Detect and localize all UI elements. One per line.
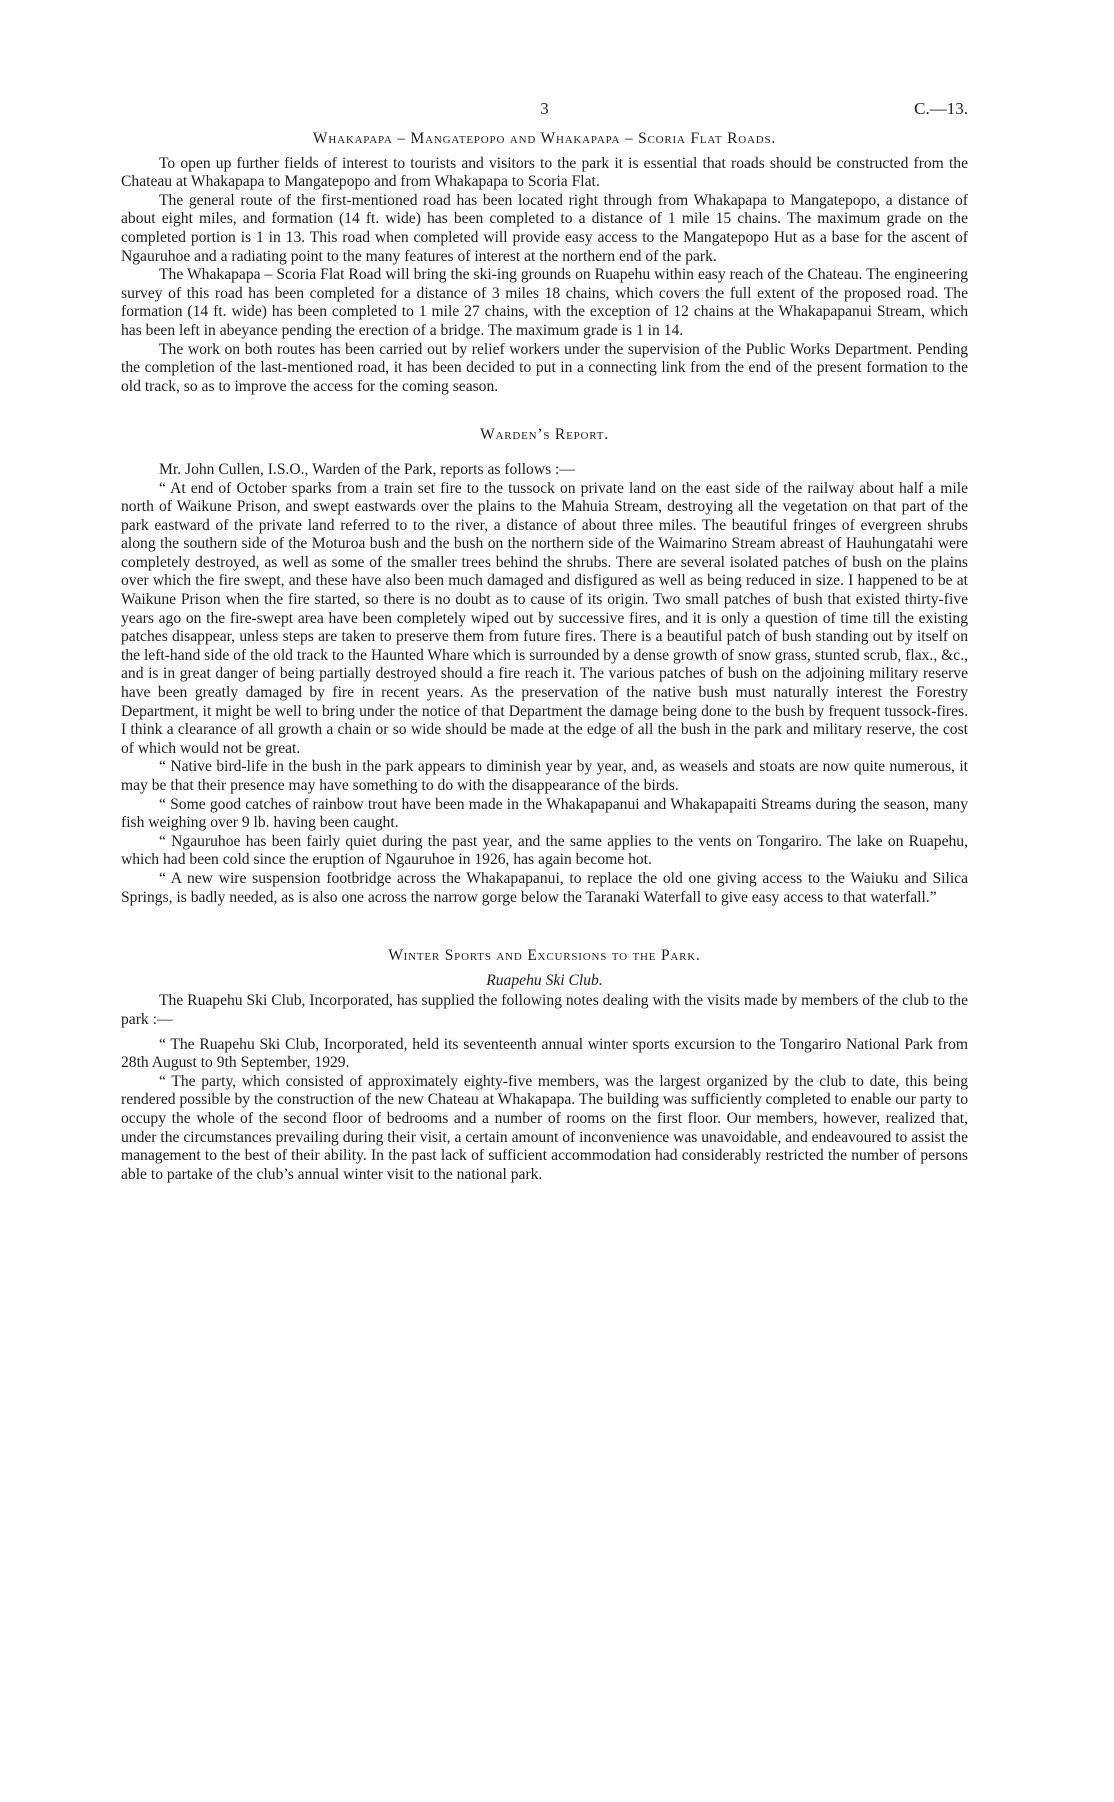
paragraph: “ Native bird-life in the bush in the park appears to diminish year by year, and, as weasels and stoats are now quite numerous, it may be that their presence may have something to do with the disappearance of the birds. — [121, 758, 968, 794]
section-intro: Mr. John Cullen, I.S.O., Warden of the Park, reports as follows :— — [159, 460, 575, 478]
document-page — [121, 100, 968, 1184]
paragraph: “ Ngauruhoe has been fairly quiet during the past year, and the same applies to the vents on Tongariro. The lake on Ruapehu, which had been cold since the eruption of Ngauruhoe in 1926, has again become hot. — [121, 832, 968, 869]
section-warden-report — [121, 426, 968, 907]
section-heading: Winter Sports and Excursions to the Park. — [388, 947, 701, 965]
section-subheading: Ruapehu Ski Club. — [486, 971, 603, 989]
paragraph: “ At end of October sparks from a train set fire to the tussock on private land on the east side of the railway about half a mile north of Waikune Prison, and swept eastwards over the plains to the Mahuia Stream, destroying all the vegetation on that part of the park eastward of the private land referred to to the river, a distance of about three miles. The beautiful fringes of evergreen shrubs along the southern side of the Moturoa bush and the bush on the northern side of the Waimarino Stream abreast of Hauhungatahi were completely destroyed, as well as some of the smaller trees behind the shrubs. There are several isolated patches of bush on the plains over which the fire swept, and these have also been much damaged and disfigured as well as being reduced in size. I happened to be at Waikune Prison when the fire started, so there is no doubt as to cause of its origin. Two small patches of bush that existed thirty-five years ago on the fire-swept area have been completely wiped out by successive fires, and it is only a question of time till the existing patches disappear, unless steps are taken to preserve them from future fires. There is a beautiful patch of bush standing out by itself on the left-hand side of the old track to the Haunted Whare which is surrounded by a dense growth of snow grass, stunted scrub, flax., &c., and is in great danger of being partially destroyed should a fire reach it. The various patches of bush on the adjoining military reserve have been greatly damaged by fire in recent years. As the preservation of the native bush must naturally interest the Forestry Department, it might be well to bring under the notice of that Department the damage being done to the bush by frequent tussock-fires. I think a clearance of all growth a chain or so wide should be made at the edge of all the bush in the park and military reserve, the cost of which would not be great. — [121, 479, 968, 757]
warden-quote — [121, 480, 968, 908]
page-header — [121, 100, 968, 126]
section-intro: The Ruapehu Ski Club, Incorporated, has supplied the following notes dealing with the visits made by members of the club to the park :— — [121, 992, 968, 1028]
section-roads — [121, 130, 968, 396]
section-heading: Warden’s Report. — [480, 426, 609, 444]
paragraph: The work on both routes has been carried out by relief workers under the supervision of the Public Works Department. Pending the completion of the last-mentioned road, it has been decided to put in a connecting link from the end of the present formation to the old track, so as to improve the access for the coming season. — [121, 340, 968, 395]
paragraph: To open up further fields of interest to tourists and visitors to the park it is essential that roads should be constructed from the Chateau at Whakapapa to Mangatepopo and from Whakapapa to Scoria Flat. — [121, 154, 968, 191]
paragraph: The Whakapapa – Scoria Flat Road will bring the ski-ing grounds on Ruapehu within easy reach of the Chateau. The engineering survey of this road has been completed for a distance of 3 miles 18 chains, which covers the full extent of the proposed road. The formation (14 ft. wide) has been completed to 1 mile 27 chains, with the exception of 12 chains at the Whakapapanui Stream, which has been left in abeyance pending the erection of a bridge. The maximum grade is 1 in 14. — [121, 266, 968, 339]
section-heading: Whakapapa – Mangatepopo and Whakapapa – Scoria Flat Roads. — [312, 130, 777, 147]
paragraph: “ The party, which consisted of approximately eighty-five members, was the largest organized by the club to date, this being rendered possible by the construction of the new Chateau at Whakapapa. The building was sufficiently completed to enable our party to occupy the whole of the second floor of bedrooms and a number of rooms on the first floor. Our members, however, realized that, under the circumstances prevailing during their visit, a certain amount of inconvenience was unavoidable, and endeavoured to assist the management to the best of their ability. In the past lack of sufficient accommodation had considerably restricted the number of persons able to partake of the club’s annual winter visit to the national park. — [121, 1072, 968, 1183]
paragraph: The general route of the first-mentioned road has been located right through from Whakapapa to Mangatepopo, a distance of about eight miles, and formation (14 ft. wide) has been completed to a distance of 1 mile 15 chains. The maximum grade on the completed portion is 1 in 13. This road when completed will provide easy access to the Mangatepopo Hut as a base for the ascent of Ngauruhoe and a radiating point to the many features of interest at the northern end of the park. — [121, 191, 968, 265]
ski-club-quote — [121, 1036, 968, 1185]
document-reference: C.—13. — [914, 99, 968, 118]
paragraph: “ The Ruapehu Ski Club, Incorporated, held its seventeenth annual winter sports excursion to the Tongariro National Park from 28th August to 9th September, 1929. — [121, 1035, 968, 1072]
page-number: 3 — [540, 99, 549, 118]
section-winter-sports — [121, 947, 968, 1184]
paragraph: “ Some good catches of rainbow trout have been made in the Whakapapanui and Whakapapaiti Streams during the season, many fish weighing over 9 lb. having been caught. — [121, 795, 968, 832]
paragraph: “ A new wire suspension footbridge across the Whakapapanui, to replace the old one giving access to the Waiuku and Silica Springs, is badly needed, as is also one across the narrow gorge below the Taranaki Waterfall to give easy access to that waterfall.” — [121, 869, 968, 906]
